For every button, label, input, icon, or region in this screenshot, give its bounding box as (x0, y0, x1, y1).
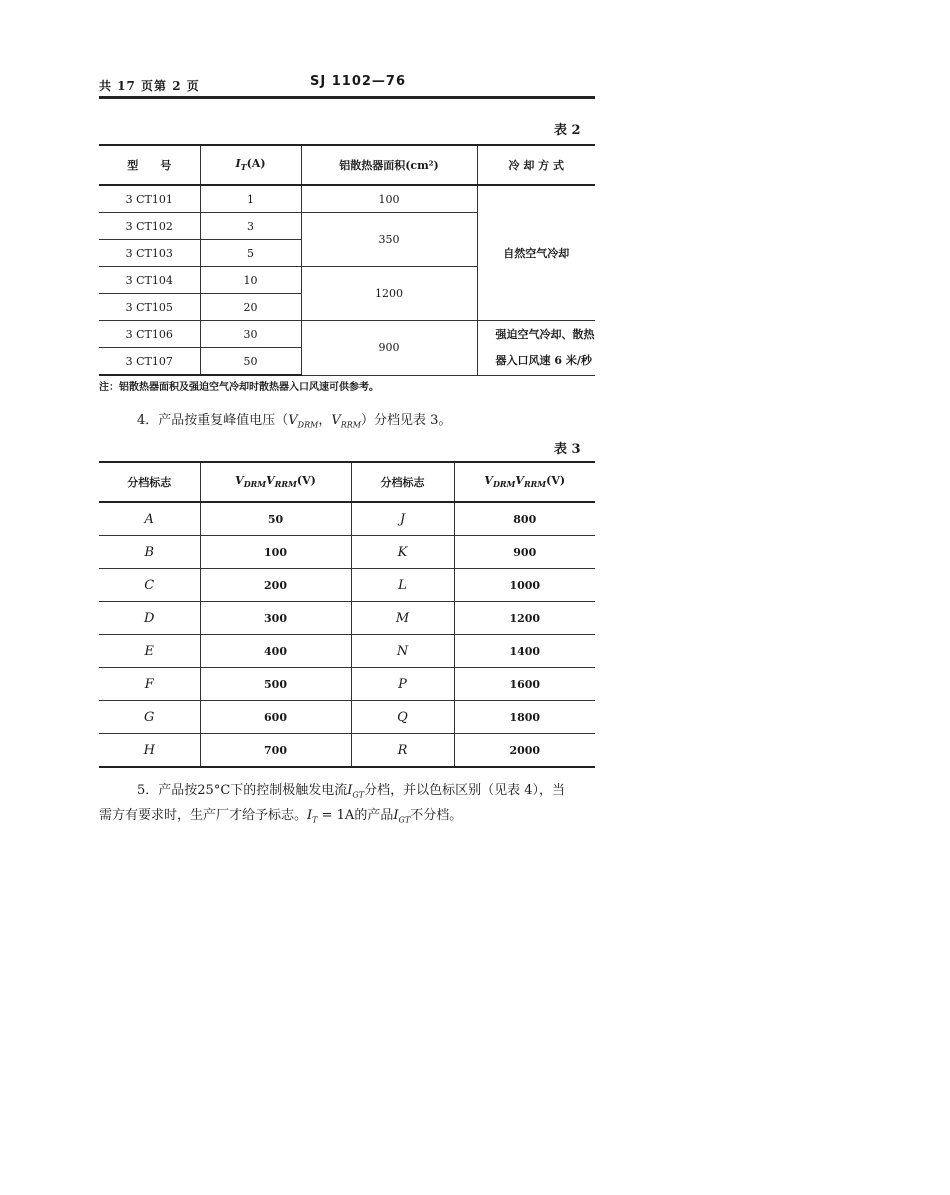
grade-cell: C (99, 569, 200, 602)
it-cell: 50 (200, 348, 301, 376)
model-cell: 3 CT106 (99, 321, 200, 348)
model-cell: 3 CT107 (99, 348, 200, 376)
grade-cell: D (99, 602, 200, 635)
model-cell: 3 CT102 (99, 213, 200, 240)
header-rule (99, 96, 595, 99)
it-cell: 1 (200, 185, 301, 213)
voltage-cell: 1600 (454, 668, 595, 701)
model-cell: 3 CT101 (99, 185, 200, 213)
grade-cell: P (351, 668, 454, 701)
it-cell: 5 (200, 240, 301, 267)
grade-cell: E (99, 635, 200, 668)
grade-cell: L (351, 569, 454, 602)
table3 (99, 461, 595, 768)
paragraph-4: 4．产品按重复峰值电压（$V_{DRM}$，$V_{RRM}$）分档见表 3。 (137, 413, 452, 430)
voltage-cell: 200 (200, 569, 351, 602)
grade-cell: K (351, 536, 454, 569)
grade-cell: F (99, 668, 200, 701)
voltage-cell: 100 (200, 536, 351, 569)
table-row (99, 734, 595, 768)
col-header-voltage-2: $V_{DRM}V_{RRM}(V)$ (454, 462, 595, 502)
voltage-cell: 1400 (454, 635, 595, 668)
col-header-model: 型 号 (99, 145, 200, 185)
voltage-cell: 1800 (454, 701, 595, 734)
grade-cell: Q (351, 701, 454, 734)
model-cell: 3 CT104 (99, 267, 200, 294)
grade-cell: A (99, 502, 200, 536)
table-row (99, 536, 595, 569)
voltage-cell: 400 (200, 635, 351, 668)
voltage-cell: 700 (200, 734, 351, 768)
col-header-voltage: $V_{DRM}V_{RRM}(V)$ (200, 462, 351, 502)
table-row (99, 569, 595, 602)
it-cell: 3 (200, 213, 301, 240)
table-row (99, 701, 595, 734)
col-header-grade-2: 分档标志 (351, 462, 454, 502)
col-header-it: $I_T(A)$ (200, 145, 301, 185)
voltage-cell: 500 (200, 668, 351, 701)
col-header-area: 铝散热器面积(cm²) (301, 145, 477, 185)
it-cell: 30 (200, 321, 301, 348)
model-cell: 3 CT103 (99, 240, 200, 267)
table2 (99, 144, 595, 376)
grade-cell: M (351, 602, 454, 635)
it-cell: 10 (200, 267, 301, 294)
voltage-cell: 1200 (454, 602, 595, 635)
cooling-forced-cell: 强迫空气冷却、散热 器入口风速 6 米/秒 (477, 321, 595, 376)
voltage-cell: 2000 (454, 734, 595, 768)
grade-cell: G (99, 701, 200, 734)
grade-cell: N (351, 635, 454, 668)
voltage-cell: 800 (454, 502, 595, 536)
grade-cell: R (351, 734, 454, 768)
table3-caption: 表 3 (554, 442, 581, 457)
col-header-grade: 分档标志 (99, 462, 200, 502)
col-header-cooling: 冷 却 方 式 (477, 145, 595, 185)
table-row (99, 502, 595, 536)
model-cell: 3 CT105 (99, 294, 200, 321)
area-cell: 900 (301, 321, 477, 376)
area-cell: 100 (301, 185, 477, 213)
grade-cell: H (99, 734, 200, 768)
table3-header-row (99, 462, 595, 502)
table-row (99, 321, 595, 348)
table2-note: 注：铝散热器面积及强迫空气冷却时散热器入口风速可供参考。 (99, 382, 379, 393)
voltage-cell: 300 (200, 602, 351, 635)
voltage-cell: 50 (200, 502, 351, 536)
page-info: 共 17 页第 2 页 (99, 79, 200, 93)
cooling-natural-cell: 自然空气冷却 (477, 185, 595, 321)
voltage-cell: 600 (200, 701, 351, 734)
table-row (99, 185, 595, 213)
standard-code: SJ 1102—76 (310, 74, 406, 89)
paragraph-5-line1: 5．产品按25°C下的控制极触发电流$I_{GT}$分档，并以色标区别（见表 4），当 (137, 783, 566, 800)
paragraph-5-line2: 需方有要求时，生产厂才给予标志。$I_T = 1A$的产品$I_{GT}$不分档。 (99, 808, 463, 825)
area-cell: 350 (301, 213, 477, 267)
grade-cell: B (99, 536, 200, 569)
table-row (99, 602, 595, 635)
voltage-cell: 900 (454, 536, 595, 569)
table2-header-row (99, 145, 595, 185)
area-cell: 1200 (301, 267, 477, 321)
table-row (99, 635, 595, 668)
voltage-cell: 1000 (454, 569, 595, 602)
table2-caption: 表 2 (554, 123, 581, 138)
table-row (99, 668, 595, 701)
it-cell: 20 (200, 294, 301, 321)
grade-cell: J (351, 502, 454, 536)
